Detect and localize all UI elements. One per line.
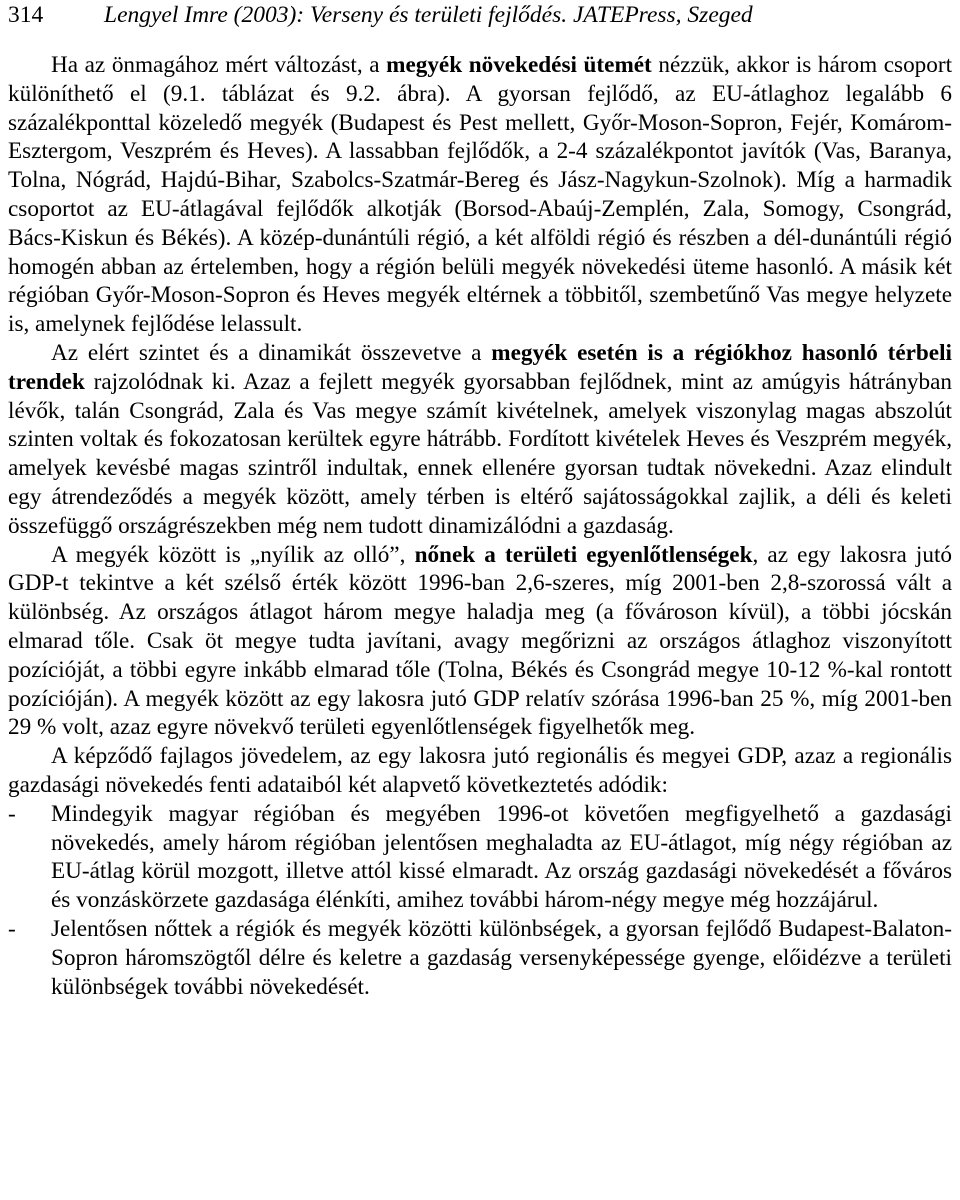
list-marker: - xyxy=(8,800,16,827)
conclusion-list xyxy=(8,800,952,1002)
page-number: 314 xyxy=(8,2,44,28)
document-page xyxy=(8,0,952,1200)
paragraph: A megyék között is „nyílik az olló”, nőnek a területi egyenlőtlenségek, az egy lakosra jutó GDP-t tekintve a két szélső érték között 1996-ban 2,6-szeres, míg 2001-ben 2,8-szorossá vált a különbség. Az országos átlagot három megye haladja meg (a fővároson kívül), a többi jócskán elmarad tőle. Csak öt megye tudta javítani, avagy megőrizni az országos átlaghoz viszonyított pozícióját, a többi egyre inkább elmarad tőle (Tolna, Békés és Csongrád megye 10-12 %-kal rontott pozícióján). A megyék között az egy lakosra jutó GDP relatív szórása 1996-ban 25 %, míg 2001-ben 29 % volt, azaz egyre növekvő területi egyenlőtlenségek figyelhetők meg. xyxy=(8,541,953,741)
paragraph: Az elért szintet és a dinamikát összevetve a megyék esetén is a régiókhoz hasonló térbeli trendek rajzolódnak ki. Azaz a fejlett megyék gyorsabban fejlődnek, mint az amúgyis hátrányban lévők, talán Csongrád, Zala és Vas megye számít kivételnek, amelyek viszonylag magas abszolút szinten voltak és fokozatosan kerültek egyre hátrább. Fordított kivételek Heves és Veszprém megyék, amelyek kevésbé magas szintről indultak, ennek ellenére gyorsan tudtak növekedni. Azaz elindult egy átrendeződés a megyék között, amely térben is eltérő sajátosságokkal zajlik, a déli és keleti összefüggő országrészekben még nem tudott dinamizálódni a gazdaság. xyxy=(8,339,952,539)
list-item: - Jelentősen nőttek a régiók és megyék közötti különbségek, a gyorsan fejlődő Budapest-Balaton-Sopron háromszögtől délre és keletre a gazdaság versenyképessége gyenge, előidézve a területi különbségek további növekedését. xyxy=(8,915,952,1000)
header-citation: Lengyel Imre (2003): Verseny és területi fejlődés. JATEPress, Szeged xyxy=(104,2,753,28)
body-text xyxy=(8,51,952,1001)
list-marker: - xyxy=(8,915,16,942)
paragraph: A képződő fajlagos jövedelem, az egy lakosra jutó regionális és megyei GDP, azaz a regionális gazdasági növekedés fenti adataiból két alapvető következtetés adódik: xyxy=(8,743,952,798)
paragraph: Ha az önmagához mért változást, a megyék növekedési ütemét nézzük, akkor is három csoport különíthető el (9.1. táblázat és 9.2. ábra). A gyorsan fejlődő, az EU-átlaghoz legalább 6 százalékponttal közeledő megyék (Budapest és Pest mellett, Győr-Moson-Sopron, Fejér, Komárom-Esztergom, Veszprém és Heves). A lassabban fejlődők, a 2-4 százalékpontot javítók (Vas, Baranya, Tolna, Nógrád, Hajdú-Bihar, Szabolcs-Szatmár-Bereg és Jász-Nagykun-Szolnok). Míg a harmadik csoportot az EU-átlagával fejlődők alkotják (Borsod-Abaúj-Zemplén, Zala, Somogy, Csongrád, Bács-Kiskun és Békés). A közép-dunántúli régió, a két alföldi régió és részben a dél-dunántúli régió homogén abban az értelemben, hogy a régión belüli megyék növekedési üteme hasonló. A másik két régióban Győr-Moson-Sopron és Heves megyék eltérnek a többitől, szembetűnő Vas megye helyzete is, amelynek fejlődése lelassult. xyxy=(8,52,953,338)
running-header xyxy=(8,0,952,35)
list-item: - Mindegyik magyar régióban és megyében 1996-ot követően megfigyelhető a gazdasági növekedés, amely három régióban jelentősen meghaladta az EU-átlagot, míg négy régióban az EU-átlag körül mozgott, illetve attól kissé elmaradt. Az ország gazdasági növekedését a főváros és vonzáskörzete gazdasága élénkíti, amihez további három-négy megye még hozzájárul. xyxy=(8,800,952,914)
